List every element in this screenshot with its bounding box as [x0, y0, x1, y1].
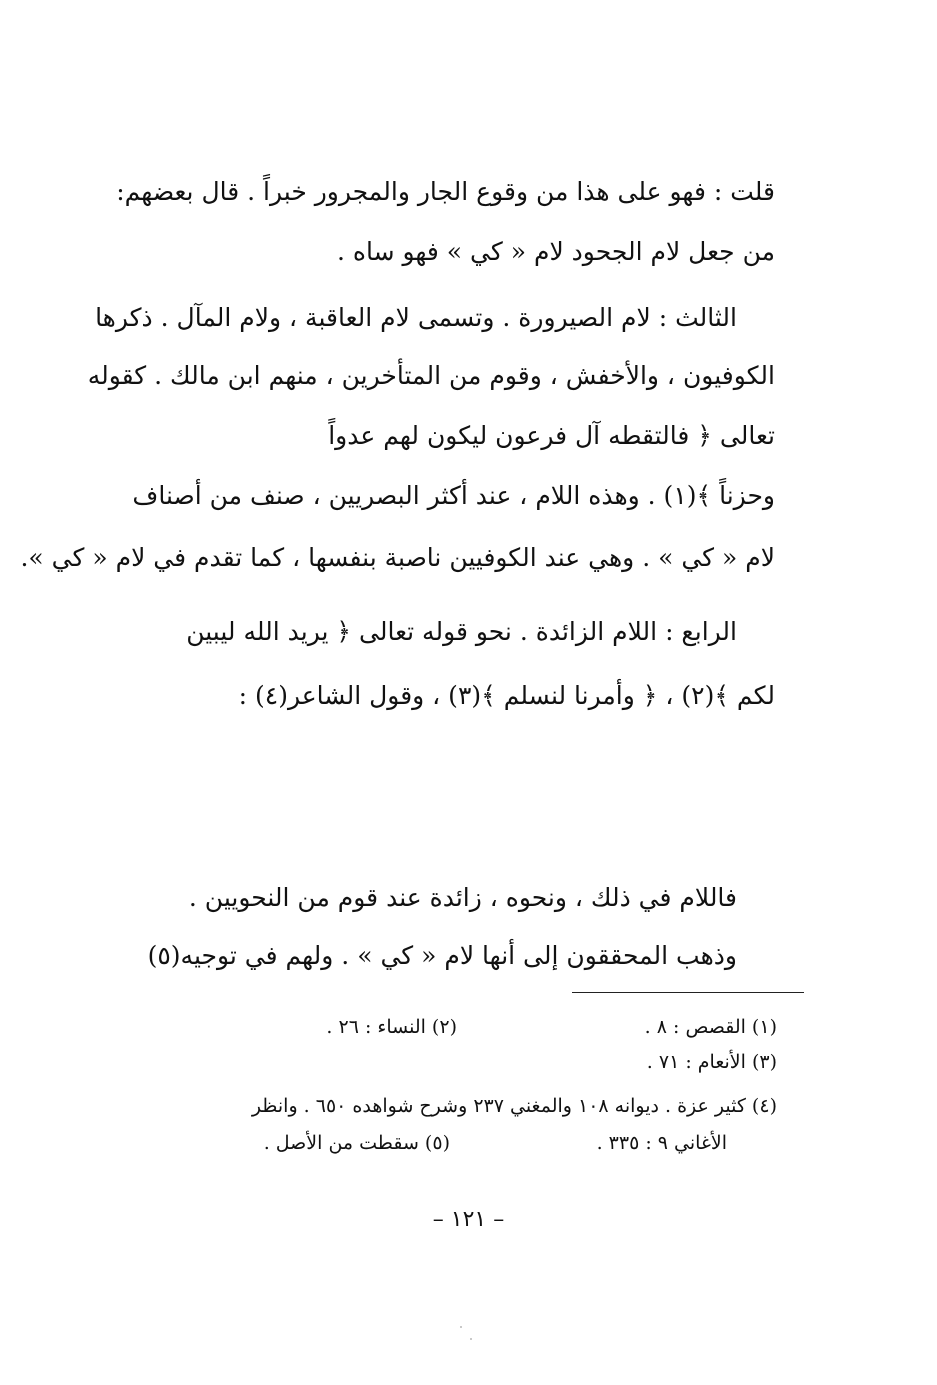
paragraph-2-line-4: وحزناً ﴾(١) . وهذه اللام ، عند أكثر البصريين ، صنف من أصناف [132, 481, 775, 510]
paragraph-2-line-1: الثالث : لام الصيرورة . وتسمى لام العاقبة ، ولام المآل . ذكرها [95, 303, 737, 332]
paragraph-3-line-1: الرابع : اللام الزائدة . نحو قوله تعالى ﴿ يريد الله ليبين [186, 617, 737, 646]
paragraph-1-line-2: من جعل لام الجحود لام « كي » فهو ساه . [336, 237, 775, 266]
footnote-1: (١) القصص : ٨ . [644, 1016, 777, 1038]
footnote-5: (٥) سقطت من الأصل . [263, 1132, 450, 1154]
paragraph-4-line-2: وذهب المحققون إلى أنها لام « كي » . ولهم في توجيه(٥) [147, 941, 737, 970]
paragraph-2-line-3: تعالى ﴿ فالتقطه آل فرعون ليكون لهم عدواً [328, 421, 775, 450]
paragraph-2-line-2: الكوفيون ، والأخفش ، وقوم من المتأخرين ، منهم ابن مالك . كقوله [87, 361, 775, 390]
footnote-3: (٣) الأنعام : ٧١ . [646, 1051, 777, 1073]
paragraph-4-line-1: فاللام في ذلك ، ونحوه ، زائدة عند قوم من النحويين . [188, 883, 737, 912]
footnote-separator [572, 992, 804, 993]
paragraph-1-line-1: قلت : فهو على هذا من وقوع الجار والمجرور خبراً . قال بعضهم: [116, 177, 775, 206]
footnote-4-line-2: الأغاني ٩ : ٣٣٥ . [596, 1132, 727, 1154]
footnote-4-line-1: (٤) كثير عزة . ديوانه ١٠٨ والمغني ٢٣٧ وشرح شواهده ٦٥٠ . وانظر [251, 1095, 777, 1117]
paragraph-3-line-2: لكم ﴾(٢) ، ﴿ وأمرنا لنسلم ﴾(٣) ، وقول الشاعر(٤) : [238, 681, 775, 710]
page-number: – ١٢١ – [432, 1207, 505, 1232]
footnote-2: (٢) النساء : ٢٦ . [326, 1016, 457, 1038]
scan-speck [460, 1326, 462, 1328]
scan-speck [470, 1338, 472, 1340]
paragraph-2-line-5: لام « كي » . وهي عند الكوفيين ناصبة بنفسها ، كما تقدم في لام « كي ». [20, 543, 775, 572]
